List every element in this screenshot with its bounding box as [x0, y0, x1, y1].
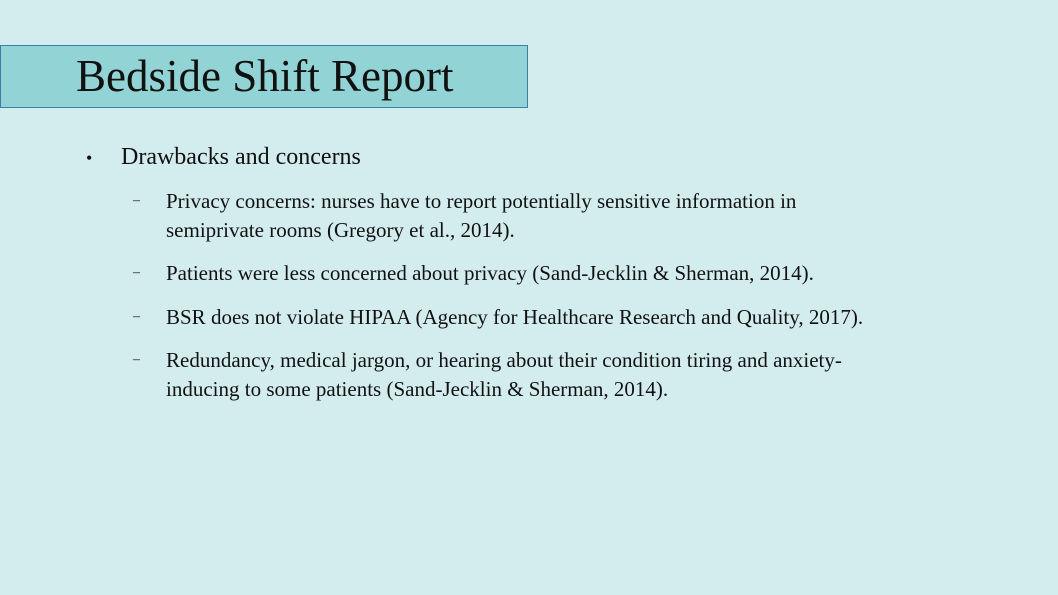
bullet-dot-icon: •	[86, 148, 93, 168]
title-box	[0, 45, 528, 108]
dash-icon: –	[133, 309, 140, 324]
dash-icon: –	[133, 193, 140, 208]
sub-item-line: inducing to some patients (Sand-Jecklin & Sherman, 2014).	[166, 377, 669, 401]
dash-icon: –	[133, 265, 140, 280]
sub-item-text	[166, 346, 1006, 404]
sub-item-line: Privacy concerns: nurses have to report potentially sensitive information in	[166, 189, 797, 213]
sub-item-text	[166, 303, 1006, 332]
sub-item-text	[166, 259, 1006, 288]
sub-item-line: BSR does not violate HIPAA (Agency for Healthcare Research and Quality, 2017).	[166, 305, 864, 329]
sub-item-line: Patients were less concerned about privacy (Sand-Jecklin & Sherman, 2014).	[166, 261, 814, 285]
sub-item-line: semiprivate rooms (Gregory et al., 2014).	[166, 218, 515, 242]
bullet-label: Drawbacks and concerns	[121, 144, 361, 170]
sub-item-text	[166, 187, 1006, 245]
dash-icon: –	[133, 352, 140, 367]
slide-title: Bedside Shift Report	[76, 51, 454, 101]
sub-item-line: Redundancy, medical jargon, or hearing about their condition tiring and anxiety-	[166, 348, 842, 372]
